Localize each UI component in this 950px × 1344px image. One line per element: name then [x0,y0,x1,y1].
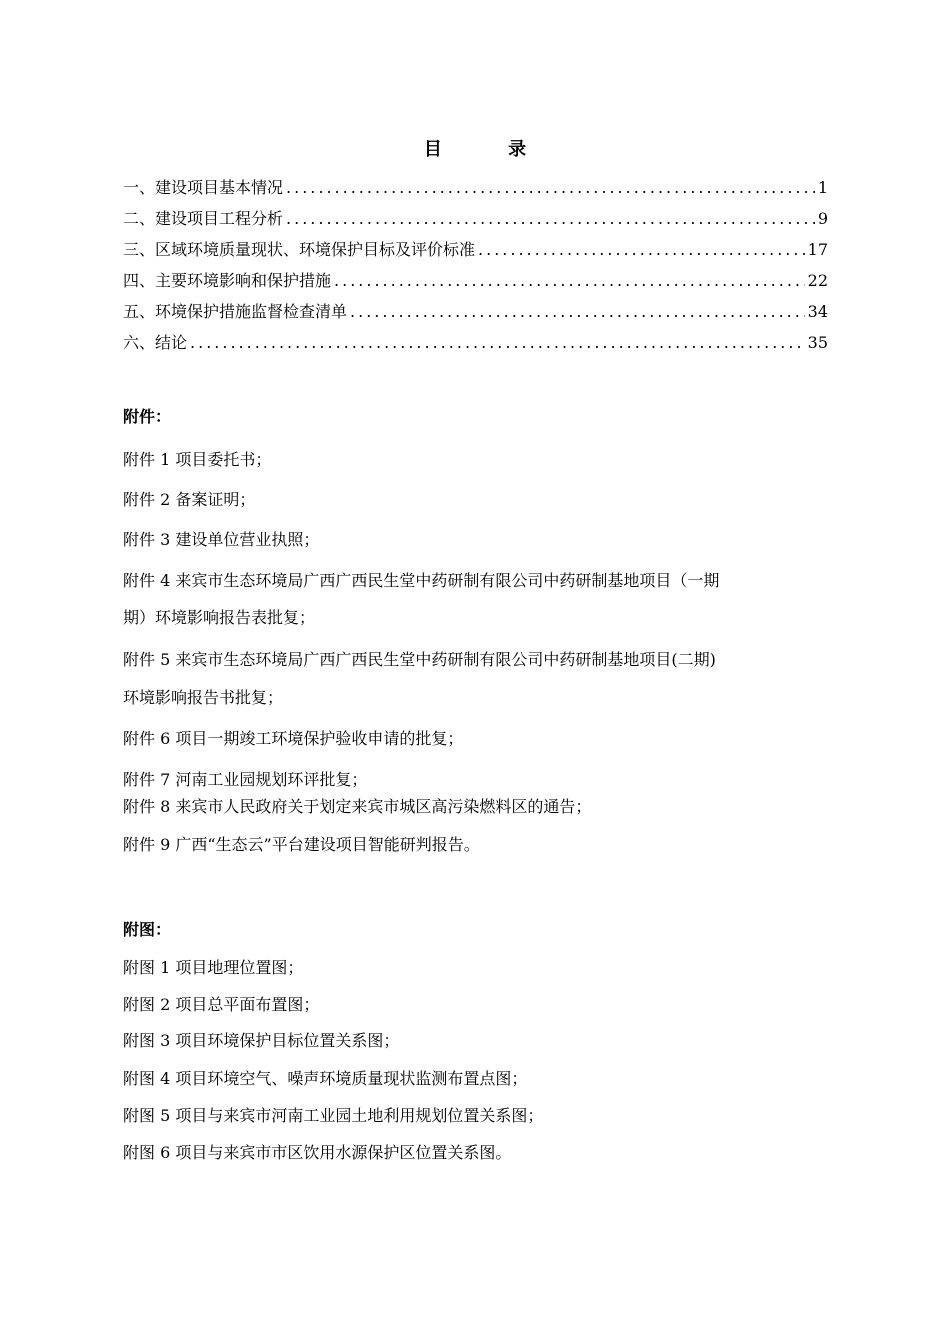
toc-leader-dots [190,327,805,358]
toc-entry-page: 35 [807,333,828,352]
figure-item: 附图 1 项目地理位置图； [123,958,304,977]
attachment-item: 附件 9 广西“生态云”平台建设项目智能研判报告。 [123,835,480,854]
toc-entry[interactable] [123,327,828,358]
figure-item: 附图 6 项目与来宾市市区饮用水源保护区位置关系图。 [123,1143,512,1162]
toc-leader-dots [478,234,805,265]
attachments-heading: 附件： [123,407,172,426]
figure-item: 附图 3 项目环境保护目标位置关系图； [123,1031,400,1050]
attachment-item: 附件 2 备案证明； [123,490,256,509]
figure-item: 附图 2 项目总平面布置图； [123,995,320,1014]
attachment-item: 附件 1 项目委托书； [123,450,272,469]
toc-entry-page: 1 [817,178,828,197]
figure-item: 附图 4 项目环境空气、噪声环境质量现状监测布置点图； [123,1069,528,1088]
figures-heading: 附图： [123,920,172,939]
toc-entry-page: 17 [807,240,828,259]
attachment-item: 附件 3 建设单位营业执照； [123,530,320,549]
toc-entry-label: 六、结论 [123,333,188,352]
toc-entry[interactable] [123,172,828,203]
toc-entry-page: 34 [807,302,828,321]
toc-leader-dots [334,265,805,296]
toc-entry[interactable] [123,203,828,234]
attachment-item: 附件 7 河南工业园规划环评批复； [123,770,368,789]
toc-entry-label: 一、建设项目基本情况 [123,178,284,197]
attachment-item: 附件 8 来宾市人民政府关于划定来宾市城区高污染燃料区的通告； [123,797,592,816]
table-of-contents [123,172,828,358]
toc-leader-dots [286,172,815,203]
toc-entry-label: 五、环境保护措施监督检查清单 [123,302,348,321]
attachment-item: 附件 6 项目一期竣工环境保护验收申请的批复； [123,729,464,748]
toc-title: 目 录 [423,139,557,160]
figure-item: 附图 5 项目与来宾市河南工业园土地利用规划位置关系图； [123,1106,544,1125]
toc-entry-label: 四、主要环境影响和保护措施 [123,271,332,290]
attachment-item: 附件 5 来宾市生态环境局广西广西民生堂中药研制有限公司中药研制基地项目(二期) [123,650,716,669]
toc-leader-dots [350,296,805,327]
attachment-item: 附件 4 来宾市生态环境局广西广西民生堂中药研制有限公司中药研制基地项目（一期 [123,571,720,590]
toc-entry-page: 9 [817,209,828,228]
attachment-item: 期）环境影响报告表批复； [123,608,316,627]
toc-entry-label: 三、区域环境质量现状、环境保护目标及评价标准 [123,240,476,259]
toc-entry[interactable] [123,234,828,265]
toc-leader-dots [286,203,815,234]
attachment-item: 环境影响报告书批复； [123,688,284,707]
toc-entry[interactable] [123,296,828,327]
toc-entry-page: 22 [807,271,828,290]
toc-entry-label: 二、建设项目工程分析 [123,209,284,228]
toc-entry[interactable] [123,265,828,296]
